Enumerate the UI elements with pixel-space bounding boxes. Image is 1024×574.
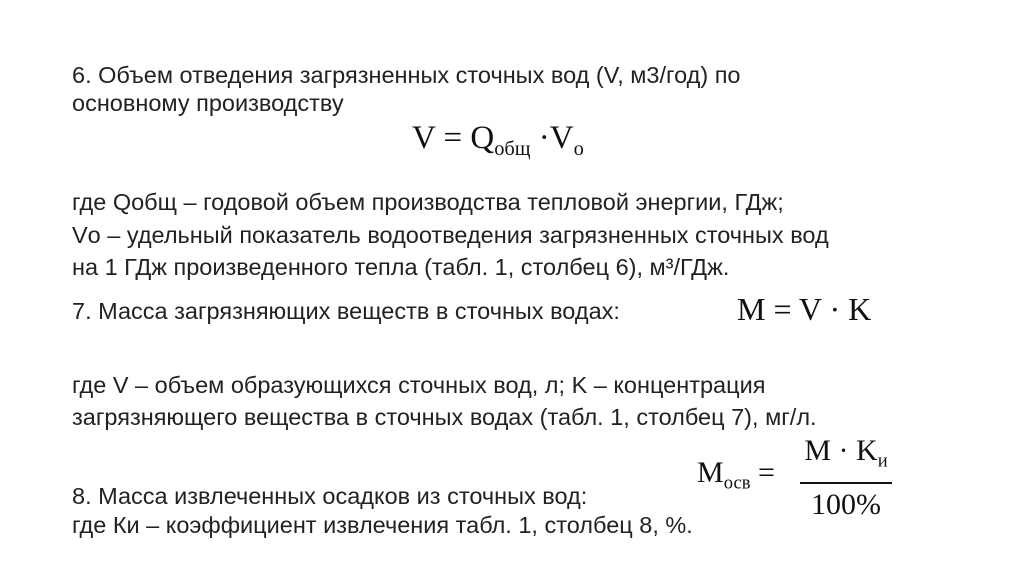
item6-where-line1: где Qобщ – годовой объем производства тепловой энергии, ГДж; — [72, 189, 784, 215]
fraction-numerator: $M \cdot K_и$ — [804, 434, 888, 472]
item7-heading: 7. Масса загрязняющих веществ в сточных водах: — [72, 298, 620, 324]
formula-mosv-lhs: $M_{осв}$ = — [697, 456, 775, 494]
formula-v: $V = Q_{общ} \cdot V_o$ — [412, 120, 584, 161]
item6-where-line3: на 1 ГДж произведенного тепла (табл. 1, столбец 6), м³/ГДж. — [72, 254, 730, 280]
fraction-bar — [800, 482, 892, 484]
item6-where-line2: Vо – удельный показатель водоотведения загрязненных сточных вод — [72, 222, 829, 248]
item8-where: где Ки – коэффициент извлечения табл. 1, столбец 8, %. — [72, 512, 693, 538]
fraction-denominator: 100% — [811, 487, 881, 521]
formula-mosv-fraction — [800, 434, 892, 522]
item6-heading-line1: 6. Объем отведения загрязненных сточных вод (V, м3/год) по — [72, 62, 741, 88]
item8-heading: 8. Масса извлеченных осадков из сточных вод: — [72, 483, 588, 509]
item6-heading-line2: основному производству — [72, 90, 344, 116]
item7-where-line1: где V – объем образующихся сточных вод, л; K – концентрация — [72, 372, 766, 398]
formula-m: M = V · K — [737, 291, 872, 327]
item7-where-line2: загрязняющего вещества в сточных водах (табл. 1, столбец 7), мг/л. — [72, 404, 817, 430]
